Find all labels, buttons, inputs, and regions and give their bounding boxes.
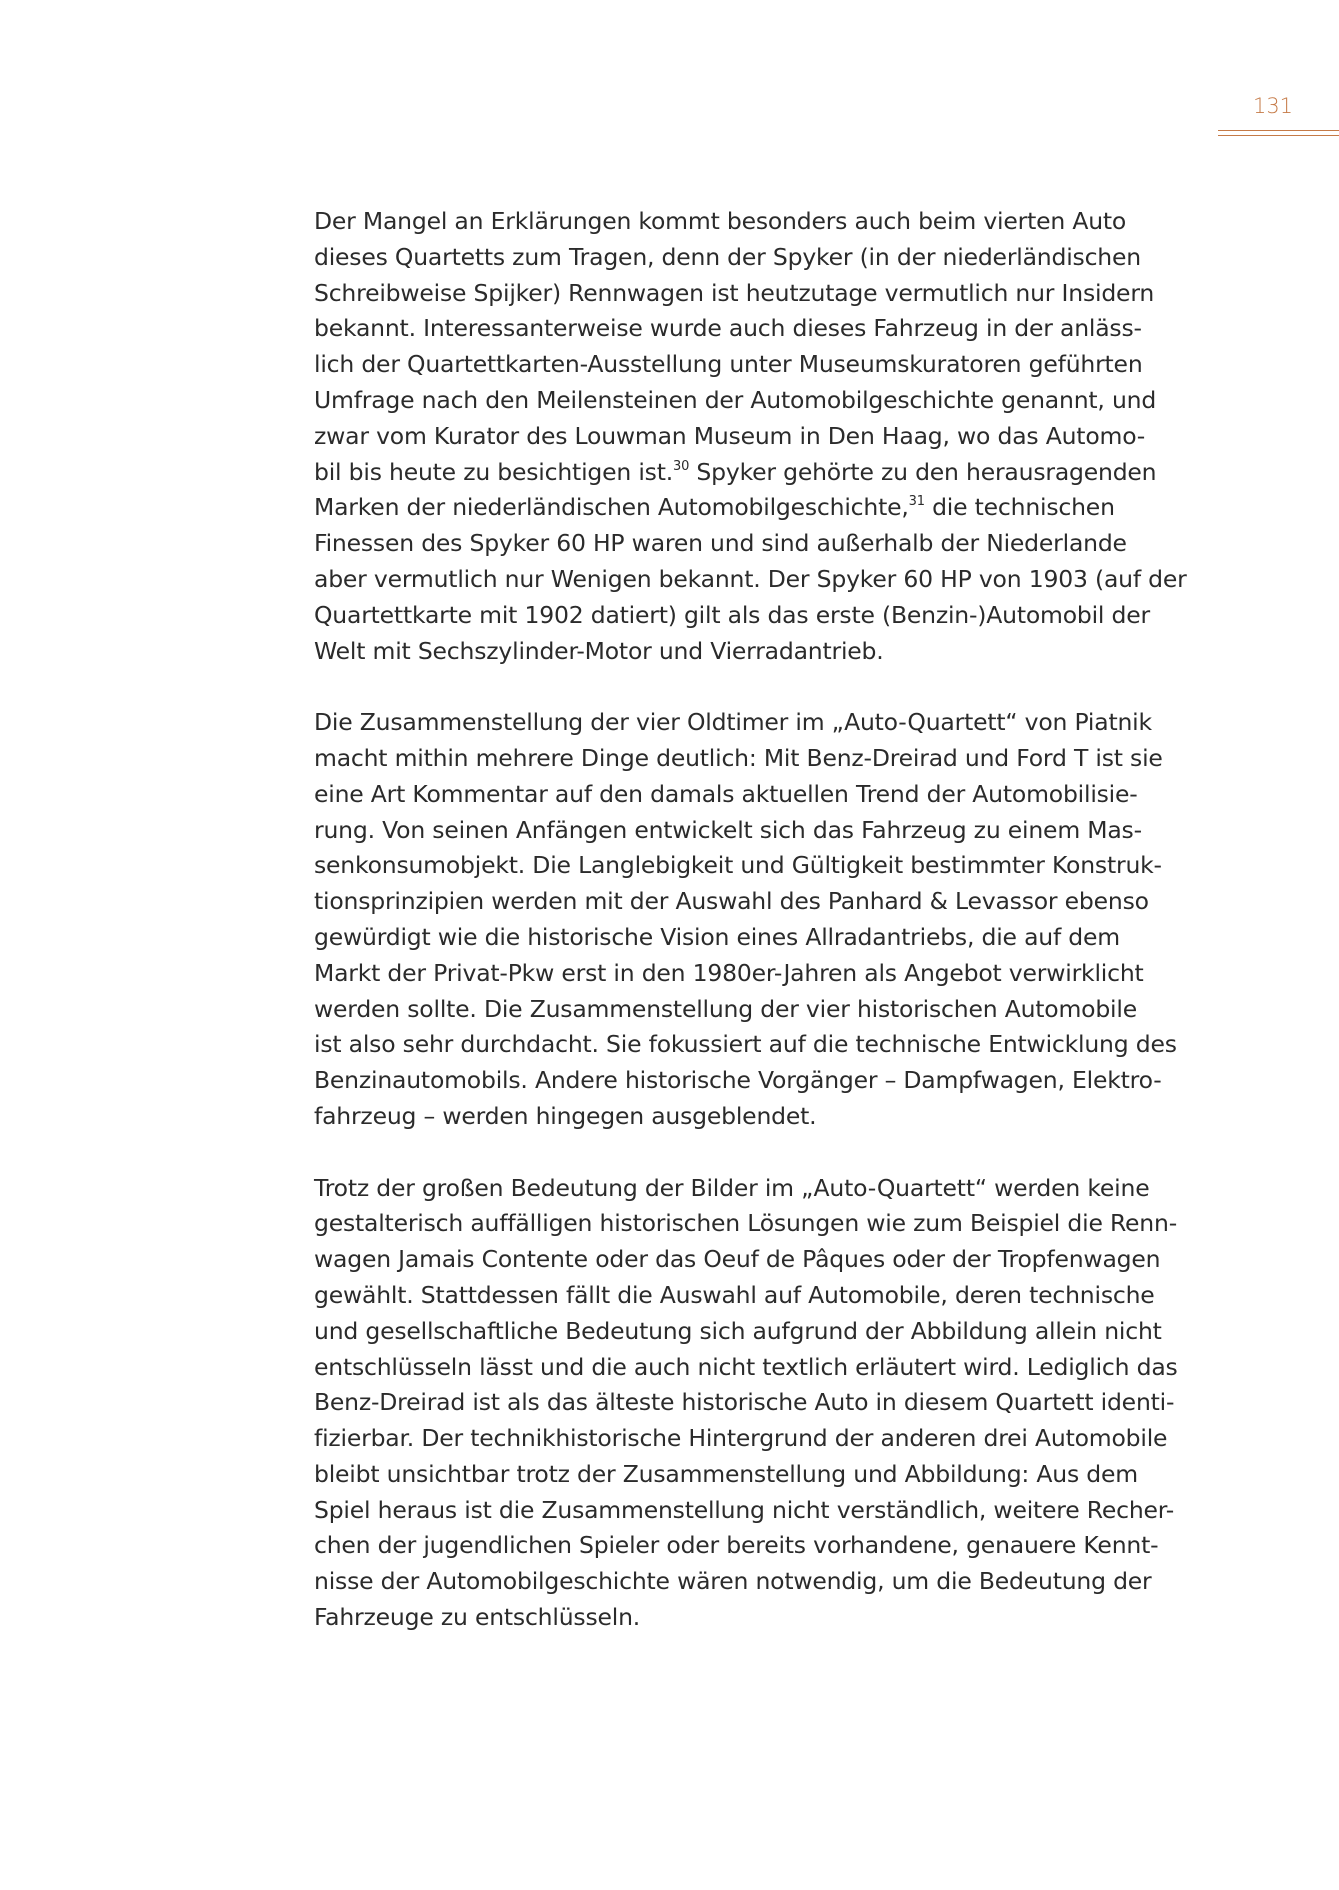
- text-line: macht mithin mehrere Dinge deutlich: Mit Benz-Dreirad und Ford T ist sie: [314, 743, 1163, 772]
- text-line: Finessen des Spyker 60 HP waren und sind außerhalb der Niederlande: [314, 529, 1127, 558]
- text-line: entschlüsseln lässt und die auch nicht textlich erläutert wird. Lediglich das: [314, 1352, 1178, 1381]
- text-line: gestalterisch auffälligen historischen Lösungen wie zum Beispiel die Renn-: [314, 1209, 1177, 1238]
- paragraph: [314, 1171, 1194, 1636]
- text-line: bleibt unsichtbar trotz der Zusammenstellung und Abbildung: Aus dem: [314, 1459, 1138, 1488]
- text-line: [314, 455, 1194, 491]
- text-line: rung. Von seinen Anfängen entwickelt sich das Fahrzeug zu einem Mas-: [314, 815, 1142, 844]
- text-line: fizierbar. Der technikhistorische Hintergrund der anderen drei Automobile: [314, 1424, 1168, 1453]
- page-number-rule-secondary: [1218, 135, 1339, 136]
- footnote-marker: 30: [673, 458, 690, 474]
- text-line: wagen Jamais Contente oder das Oeuf de Pâques oder der Tropfenwagen: [314, 1245, 1161, 1274]
- text-line: lich der Quartettkarten-Ausstellung unter Museumskuratoren geführten: [314, 350, 1143, 379]
- text-line: bekannt. Interessanterweise wurde auch dieses Fahrzeug in der anläss-: [314, 314, 1142, 343]
- text-line: nisse der Automobilgeschichte wären notwendig, um die Bedeutung der: [314, 1567, 1152, 1596]
- text-line: zwar vom Kurator des Louwman Museum in Den Haag, wo das Automo-: [314, 421, 1146, 450]
- text-run: bil bis heute zu besichtigen ist.: [314, 457, 673, 486]
- text-line: werden sollte. Die Zusammenstellung der vier historischen Automobile: [314, 994, 1137, 1023]
- text-line: gewürdigt wie die historische Vision eines Allradantriebs, die auf dem: [314, 922, 1120, 951]
- text-run: Marken der niederländischen Automobilgeschichte,: [314, 493, 909, 522]
- text-line: tionsprinzipien werden mit der Auswahl des Panhard & Levassor ebenso: [314, 887, 1149, 916]
- text-line: chen der jugendlichen Spieler oder bereits vorhandene, genauere Kennt-: [314, 1531, 1159, 1560]
- text-run: die technischen: [924, 493, 1115, 522]
- text-line: Welt mit Sechszylinder-Motor und Vierradantrieb.: [314, 636, 884, 665]
- text-line: [314, 490, 1194, 526]
- text-line: Benzinautomobils. Andere historische Vorgänger – Dampfwagen, Elektro-: [314, 1066, 1162, 1095]
- page-number: 131: [1252, 94, 1294, 118]
- text-line: Markt der Privat-Pkw erst in den 1980er-Jahren als Angebot verwirklicht: [314, 958, 1144, 987]
- text-line: fahrzeug – werden hingegen ausgeblendet.: [314, 1101, 817, 1130]
- text-line: Fahrzeuge zu entschlüsseln.: [314, 1603, 641, 1632]
- text-line: Umfrage nach den Meilensteinen der Automobilgeschichte genannt, und: [314, 385, 1157, 414]
- text-line: Der Mangel an Erklärungen kommt besonders auch beim vierten Auto: [314, 207, 1127, 235]
- text-line: Spiel heraus ist die Zusammenstellung nicht verständlich, weitere Recher-: [314, 1495, 1175, 1524]
- text-run: Spyker gehörte zu den herausragenden: [689, 457, 1157, 486]
- text-line: Schreibweise Spijker) Rennwagen ist heutzutage vermutlich nur Insidern: [314, 278, 1155, 307]
- text-line: eine Art Kommentar auf den damals aktuellen Trend der Automobilisie-: [314, 779, 1138, 808]
- footnote-marker: 31: [908, 494, 925, 510]
- text-line: senkonsumobjekt. Die Langlebigkeit und Gültigkeit bestimmter Konstruk-: [314, 851, 1162, 880]
- page-number-rule: [1218, 130, 1339, 131]
- text-line: und gesellschaftliche Bedeutung sich aufgrund der Abbildung allein nicht: [314, 1316, 1162, 1345]
- text-line: Benz-Dreirad ist als das älteste historische Auto in diesem Quartett identi-: [314, 1388, 1175, 1417]
- text-line: gewählt. Stattdessen fällt die Auswahl auf Automobile, deren technische: [314, 1280, 1155, 1309]
- text-line: Quartettkarte mit 1902 datiert) gilt als das erste (Benzin-)Automobil der: [314, 600, 1150, 629]
- text-line: aber vermutlich nur Wenigen bekannt. Der Spyker 60 HP von 1903 (auf der: [314, 564, 1187, 593]
- paragraph: [314, 705, 1194, 1135]
- text-line: dieses Quartetts zum Tragen, denn der Spyker (in der niederländischen: [314, 242, 1141, 271]
- text-line: Trotz der großen Bedeutung der Bilder im „Auto-Quartett“ werden keine: [314, 1173, 1150, 1202]
- body-text: [314, 204, 1194, 1672]
- text-line: ist also sehr durchdacht. Sie fokussiert auf die technische Entwicklung des: [314, 1030, 1177, 1059]
- text-line: Die Zusammenstellung der vier Oldtimer im „Auto-Quartett“ von Piatnik: [314, 708, 1152, 737]
- paragraph: [314, 204, 1194, 669]
